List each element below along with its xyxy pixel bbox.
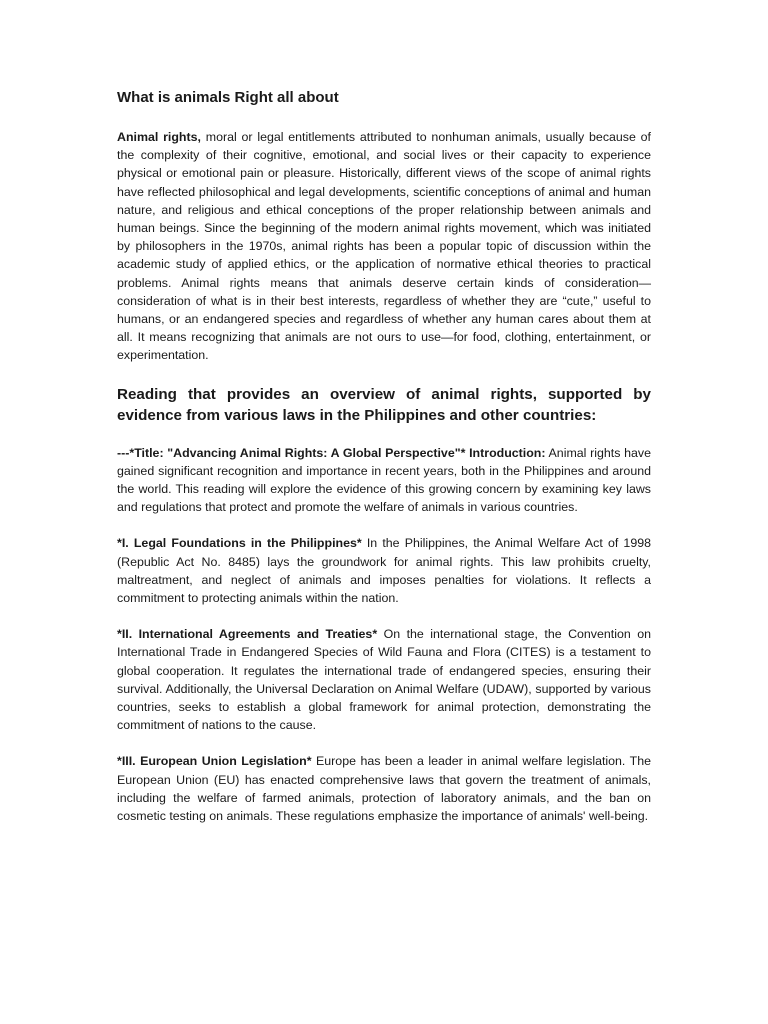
- intro-paragraph: [117, 128, 651, 365]
- section-body: Animal rights have gained significant recognition and importance in recent years, both in the Philippines and around the world. This reading will explore the evidence of this growing concern by examining key laws and regulations that protect and promote the welfare of animals in various countries.: [117, 445, 651, 515]
- section-body: In the Philippines, the Animal Welfare Act of 1998 (Republic Act No. 8485) lays the groundwork for animal rights. This law prohibits cruelty, maltreatment, and neglect of animals and imposes penalties for violations. It reflects a commitment to protecting animals within the nation.: [117, 536, 652, 606]
- intro-lead: Animal rights,: [117, 130, 201, 144]
- section-body: On the international stage, the Convention on International Trade in Endangered Species of Wild Fauna and Flora (CITES) is a testament to global cooperation. It regulates the international trade of endangered species, ensuring their survival. Additionally, the Universal Declaration on Animal Welfare (UDAW), supported by various countries, seeks to establish a global framework for animal protection, demonstrating the commitment of nations to the cause.: [117, 627, 651, 733]
- section-introduction: [117, 444, 651, 517]
- section-international: [117, 625, 651, 734]
- section-european-union: [117, 752, 651, 825]
- intro-body: moral or legal entitlements attributed to nonhuman animals, usually because of the complexity of their cognitive, emotional, and social lives or their capacity to experience physical or emotional pain or pleasure. Historically, different views of the scope of animal rights have reflected philosophical and legal developments, scientific conceptions of animal and human nature, and religious and ethical conceptions of the proper relationship between animals and human beings. Since the beginning of the modern animal rights movement, which was initiated by philosophers in the 1970s, animal rights has been a popular topic of discussion within the academic study of applied ethics, or the application of normative ethical theories to practical problems. Animal rights means that animals deserve certain kinds of consideration—consideration of what is in their best interests, regardless of whether they are “cute,” useful to humans, or an endangered species and regardless of whether any human cares about them at all. It means recognizing that animals are not ours to use—for food, clothing, entertainment, or experimentation.: [117, 130, 652, 363]
- reading-heading: Reading that provides an overview of animal rights, supported by evidence from various laws in the Philippines and other countries:: [117, 385, 651, 424]
- document-title: What is animals Right all about: [117, 89, 339, 106]
- section-body: Europe has been a leader in animal welfare legislation. The European Union (EU) has enacted comprehensive laws that govern the treatment of animals, including the welfare of farmed animals, protection of laboratory animals, and the ban on cosmetic testing on animals. These regulations emphasize the importance of animals' well-being.: [117, 754, 651, 824]
- section-lead: *III. European Union Legislation*: [117, 754, 312, 769]
- section-lead: ---*Title: "Advancing Animal Rights: A Global Perspective"* Introduction:: [117, 445, 546, 460]
- section-lead: *I. Legal Foundations in the Philippines*: [117, 536, 362, 551]
- section-philippines: [117, 534, 651, 607]
- section-lead: *II. International Agreements and Treaties*: [117, 627, 378, 642]
- document-page: [117, 88, 651, 825]
